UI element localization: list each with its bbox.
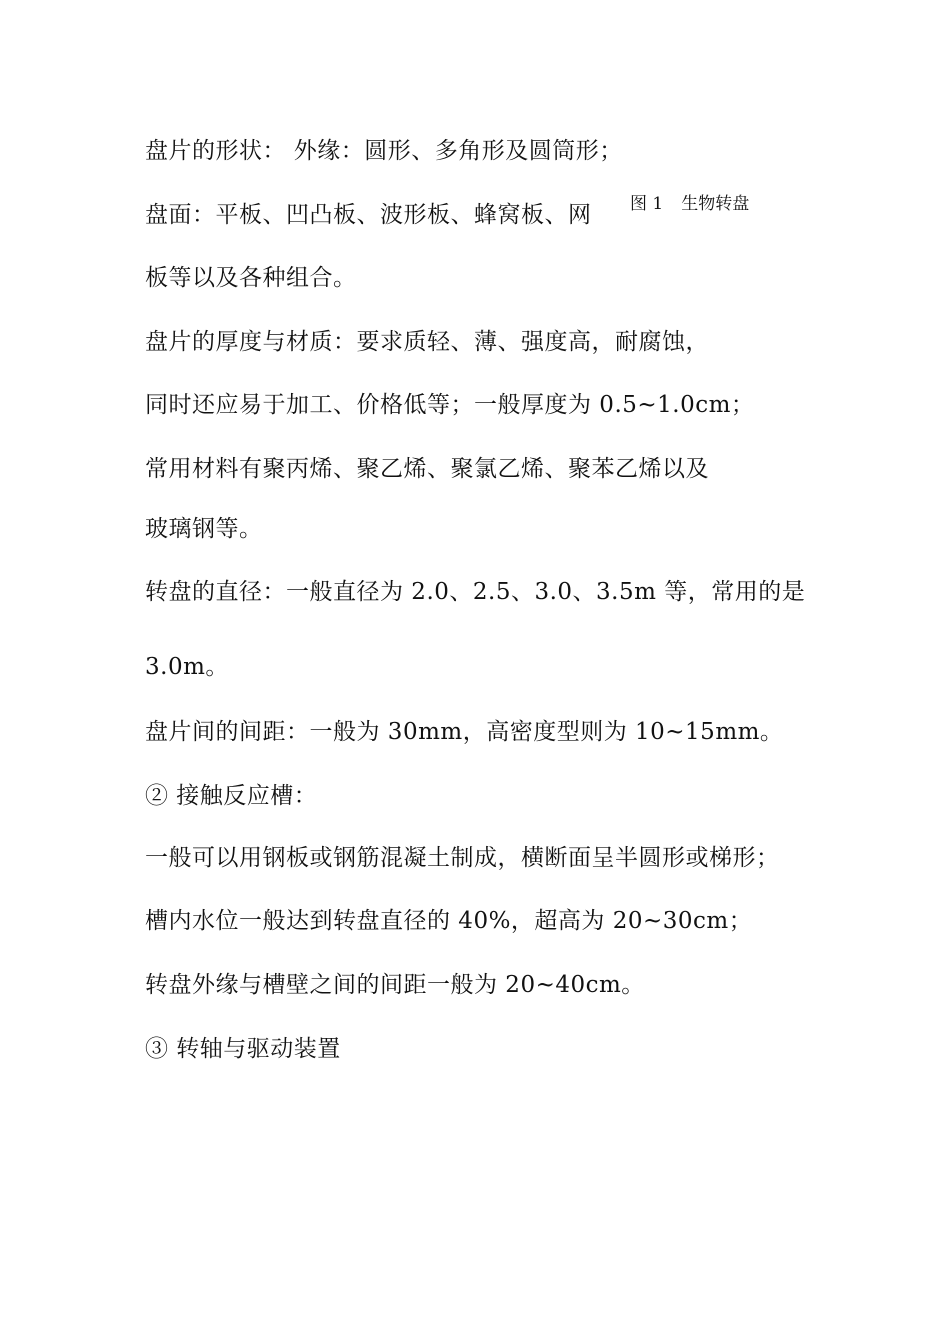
figure-caption — [630, 193, 755, 215]
text-line-disc-surface: 盘面：平板、凹凸板、波形板、蜂窝板、网 — [145, 202, 592, 228]
text-line-thickness-material: 盘片的厚度与材质：要求质轻、薄、强度高，耐腐蚀， — [145, 329, 709, 355]
text-line-disc-surface-cont: 板等以及各种组合。 — [145, 265, 357, 291]
section-heading-shaft-drive: ③ 转轴与驱动装置 — [145, 1036, 341, 1062]
figure-caption-title: 生物转盘 — [681, 194, 750, 214]
text-line-tank-construction: 一般可以用钢板或钢筋混凝土制成，横断面呈半圆形或梯形； — [145, 845, 780, 871]
text-line-materials: 常用材料有聚丙烯、聚乙烯、聚氯乙烯、聚苯乙烯以及 — [145, 456, 709, 482]
section-heading-contact-tank: ② 接触反应槽： — [145, 783, 318, 809]
text-line-spacing: 盘片间的间距：一般为 30mm，高密度型则为 10~15mm。 — [145, 719, 784, 745]
text-line-water-level: 槽内水位一般达到转盘直径的 40%，超高为 20~30cm； — [145, 908, 753, 934]
figure-caption-label: 图 1 — [630, 194, 664, 214]
text-line-thickness-value: 同时还应易于加工、价格低等；一般厚度为 0.5~1.0cm； — [145, 392, 755, 418]
text-line-disc-shape: 盘片的形状： 外缘：圆形、多角形及圆筒形； — [145, 138, 623, 164]
text-line-diameter: 转盘的直径：一般直径为 2.0、2.5、3.0、3.5m 等，常用的是 — [145, 579, 806, 605]
text-line-diameter-cont: 3.0m。 — [145, 654, 229, 680]
text-line-materials-cont: 玻璃钢等。 — [145, 516, 263, 542]
text-line-wall-gap: 转盘外缘与槽壁之间的间距一般为 20~40cm。 — [145, 972, 645, 998]
